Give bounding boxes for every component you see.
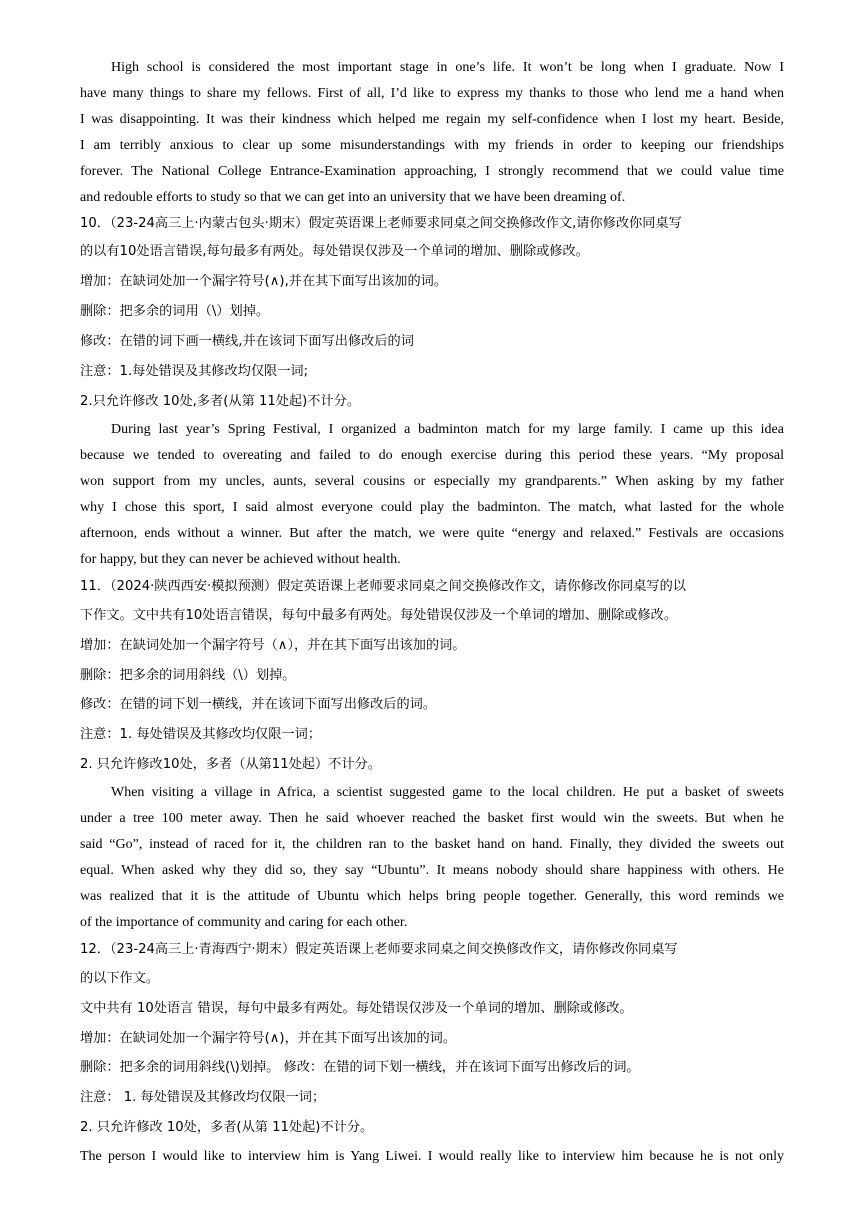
q10-passage-line: During last year’s Spring Festival, I organized a badminton match for my large family. I came up this idea — [111, 422, 784, 437]
q12-note: 注意： 1. 每处错误及其修改均仅限一词； — [80, 1090, 326, 1105]
q11-heading: 下作文。文中共有10处语言错误，每句中最多有两处。每处错误仅涉及一个单词的增加、删除或修改。 — [80, 608, 678, 623]
q12-instruction-delete-modify: 删除：把多余的词用斜线(\)划掉。 修改：在错的词下划一横线，并在该词下面写出修改后的词。 — [80, 1060, 640, 1075]
q10-instruction-add: 增加：在缺词处加一个漏字符号(∧),并在其下面写出该加的词。 — [80, 274, 448, 289]
q11-passage-line: equal. When asked why they did so, they say “Ubuntu”. It means nobody should share happiness with others. He — [80, 863, 784, 878]
q10-note: 注意：1.每处错误及其修改均仅限一词; — [80, 364, 309, 379]
q12-intro: 文中共有 10处语言 错误，每句中最多有两处。每处错误仅涉及一个单词的增加、删除或修改。 — [80, 1001, 633, 1016]
q10-note: 2.只允许修改 10处,多者(从第 11处起)不计分。 — [80, 394, 361, 409]
q10-heading: 10．（23-24高三上·内蒙古包头·期末）假定英语课上老师要求同桌之间交换修改作文,请你修改你同桌写 — [80, 216, 682, 231]
q11-passage-line: of the importance of community and caring for each other. — [80, 915, 408, 930]
q11-passage-line: said “Go”, instead of raced for it, the children ran to the basket hand on hand. Finally, they divided the sweets out — [80, 837, 784, 852]
q10-passage-line: why I chose this sport, I said almost everyone could play the badminton. The match, what lasted for the whole — [80, 500, 784, 515]
q10-passage-line: afternoon, ends without a winner. But after the match, we were quite “energy and relaxed.” Festivals are occasions — [80, 526, 784, 541]
q10-instruction-delete: 删除：把多余的词用（\）划掉。 — [80, 304, 270, 319]
q11-instruction-add: 增加：在缺词处加一个漏字符号（∧），并在其下面写出该加的词。 — [80, 638, 466, 653]
passage-9-line: I am terribly anxious to clear up some misunderstandings with my friends in order to keeping our friendships — [80, 138, 784, 153]
q11-heading: 11．（2024·陕西西安·模拟预测）假定英语课上老师要求同桌之间交换修改作文，请你修改你同桌写的以 — [80, 579, 686, 594]
q10-passage-line: won support from my uncles, aunts, several cousins or especially my grandparents.” When asking by my father — [80, 474, 784, 489]
q12-instruction-add: 增加：在缺词处加一个漏字符号(∧)，并在其下面写出该加的词。 — [80, 1031, 457, 1046]
passage-9-line: I was disappointing. It was their kindness which helped me regain my self-confidence when I lost my heart. Beside, — [80, 112, 784, 127]
q12-note: 2. 只允许修改 10处，多者(从第 11处起)不计分。 — [80, 1120, 374, 1135]
passage-9-line: High school is considered the most important stage in one’s life. It won’t be long when I graduate. Now I — [111, 60, 784, 75]
q11-passage-line: under a tree 100 meter away. Then he said whoever reached the basket first would win the sweets. But when he — [80, 811, 784, 826]
q10-passage-line: because we tended to overeating and failed to do enough exercise during this period these years. “My proposal — [80, 448, 784, 463]
passage-9-line: have many things to share my fellows. First of all, I’d like to express my thanks to those who lend me a hand when — [80, 86, 784, 101]
q12-heading: 12．（23-24高三上·青海西宁·期末）假定英语课上老师要求同桌之间交换修改作文，请你修改你同桌写 — [80, 942, 678, 957]
q11-instruction-delete: 删除：把多余的词用斜线（\）划掉。 — [80, 668, 296, 683]
passage-9-line: and redouble efforts to study so that we can get into an university that we have been dreaming of. — [80, 190, 626, 205]
q11-instruction-modify: 修改：在错的词下划一横线，并在该词下面写出修改后的词。 — [80, 697, 437, 712]
q10-passage-line: for happy, but they can never be achieved without health. — [80, 552, 401, 567]
q11-note: 注意：1. 每处错误及其修改均仅限一词； — [80, 727, 321, 742]
passage-9-line: forever. The National College Entrance-Examination approaching, I strongly recommend that we could value time — [80, 164, 784, 179]
q11-passage-line: was realized that it is the attitude of Ubuntu which helps bring people together. Generally, this word reminds we — [80, 889, 784, 904]
q10-instruction-modify: 修改：在错的词下画一横线,并在该词下面写出修改后的词 — [80, 334, 414, 349]
q11-passage-line: When visiting a village in Africa, a scientist suggested game to the local children. He put a basket of sweets — [111, 785, 784, 800]
q12-heading: 的以下作文。 — [80, 971, 160, 986]
q11-note: 2. 只允许修改10处，多者（从第11处起）不计分。 — [80, 757, 381, 772]
q10-heading: 的以有10处语言错误,每句最多有两处。每处错误仅涉及一个单词的增加、删除或修改。 — [80, 244, 589, 259]
q12-passage-line: The person I would like to interview him is Yang Liwei. I would really like to interview him because he is not only — [80, 1149, 784, 1164]
